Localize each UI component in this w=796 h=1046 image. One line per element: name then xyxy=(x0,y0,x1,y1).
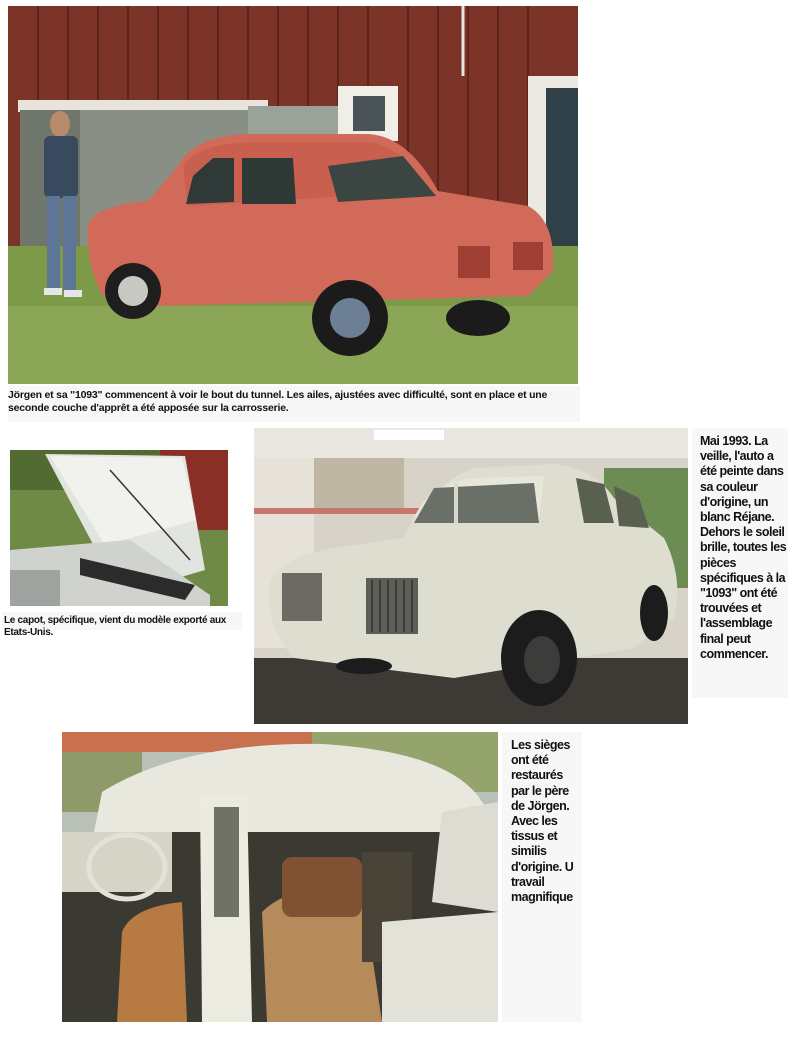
caption-photo-3: Mai 1993. La veille, l'auto a été peinte dans sa couleur d'origine, un blanc Réjane. Dehors le soleil brille, toutes les pièces spécifiques à la "1093" ont été trouvées et l'assemblage final peut commencer. xyxy=(700,434,787,661)
photo-white-car-garage xyxy=(254,428,688,724)
photo-interior-seats-image xyxy=(62,732,498,1022)
photo-open-bonnet-image xyxy=(10,450,228,606)
photo-primer-car xyxy=(8,6,578,384)
photo-white-car-garage-image xyxy=(254,428,688,724)
photo-open-bonnet xyxy=(10,450,228,606)
photo-primer-car-image xyxy=(8,6,578,384)
caption-photo-1: Jörgen et sa "1093" commencent à voir le bout du tunnel. Les ailes, ajustées avec difficulté, sont en place et une seconde couche d'apprêt a été apposée sur la carrosserie. xyxy=(8,389,548,414)
caption-photo-2: Le capot, spécifique, vient du modèle exporté aux Etats-Unis. xyxy=(4,615,227,638)
photo-interior-seats xyxy=(62,732,498,1022)
caption-photo-4: Les sièges ont été restaurés par le père de Jörgen. Avec les tissus et similis d'origine. U travail magnifique xyxy=(511,738,574,905)
